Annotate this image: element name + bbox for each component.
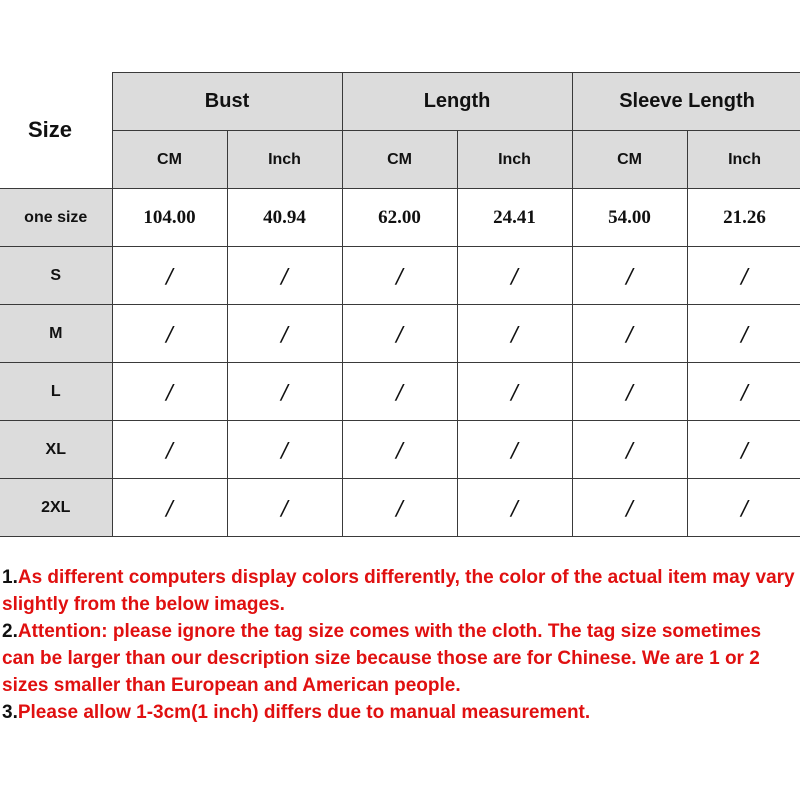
measurement-cell: / [342,421,457,479]
unit-header: CM [112,131,227,189]
size-row-label: one size [0,189,112,247]
measurement-cell: / [112,247,227,305]
size-chart-table [0,72,800,537]
size-row-label: 2XL [0,479,112,537]
measurement-cell: / [342,479,457,537]
measurement-cell: / [227,305,342,363]
measurement-cell: / [457,479,572,537]
unit-header: Inch [457,131,572,189]
note-item [2,618,798,699]
note-number: 2. [2,621,18,642]
measurement-cell: / [112,363,227,421]
measurement-cell: / [457,305,572,363]
size-row-label: XL [0,421,112,479]
measurement-cell: / [227,479,342,537]
measurement-cell: 62.00 [342,189,457,247]
note-text: Attention: please ignore the tag size comes with the cloth. The tag size sometimes can be larger than our description size because those are for Chinese. We are 1 or 2 sizes smaller than European and American people. [2,621,762,696]
measurement-cell: 24.41 [457,189,572,247]
measurement-cell: / [572,247,687,305]
note-text: Please allow 1-3cm(1 inch) differs due to manual measurement. [17,702,591,723]
note-text: As different computers display colors differently, the color of the actual item may vary slightly from the below images. [2,567,795,615]
size-row-label: S [0,247,112,305]
measurement-cell: 21.26 [687,189,800,247]
size-row-label: L [0,363,112,421]
unit-header: Inch [687,131,800,189]
measurement-cell: 40.94 [227,189,342,247]
measurement-cell: / [687,363,800,421]
unit-header: CM [572,131,687,189]
note-item [2,564,798,618]
notes-section [2,564,798,726]
measurement-cell: / [457,247,572,305]
measurement-cell: / [572,421,687,479]
unit-header: CM [342,131,457,189]
size-rows [0,189,800,537]
table-row [0,479,800,537]
measurement-cell: / [342,247,457,305]
table-row [0,421,800,479]
note-number: 3. [2,702,18,723]
group-header-bust: Bust [112,73,342,131]
measurement-cell: / [342,363,457,421]
measurement-cell: / [687,479,800,537]
note-number: 1. [2,567,18,588]
measurement-cell: / [457,421,572,479]
unit-header: Inch [227,131,342,189]
measurement-cell: / [112,479,227,537]
measurement-cell: / [112,305,227,363]
table-row [0,363,800,421]
table-row [0,305,800,363]
note-item [2,699,798,726]
measurement-cell: / [227,421,342,479]
measurement-cell: / [342,305,457,363]
size-row-label: M [0,305,112,363]
measurement-cell: / [687,247,800,305]
measurement-cell: / [572,363,687,421]
measurement-cell: / [227,247,342,305]
measurement-cell: 54.00 [572,189,687,247]
measurement-cell: / [572,305,687,363]
group-header-row [0,73,800,131]
unit-header-row [0,131,800,189]
measurement-cell: / [687,421,800,479]
group-header-sleeve-length: Sleeve Length [572,73,800,131]
group-header-length: Length [342,73,572,131]
measurement-cell: / [112,421,227,479]
table-row [0,189,800,247]
size-header: Size [0,73,112,189]
measurement-cell: / [227,363,342,421]
measurement-cell: 104.00 [112,189,227,247]
measurement-cell: / [457,363,572,421]
table-row [0,247,800,305]
measurement-cell: / [572,479,687,537]
measurement-cell: / [687,305,800,363]
